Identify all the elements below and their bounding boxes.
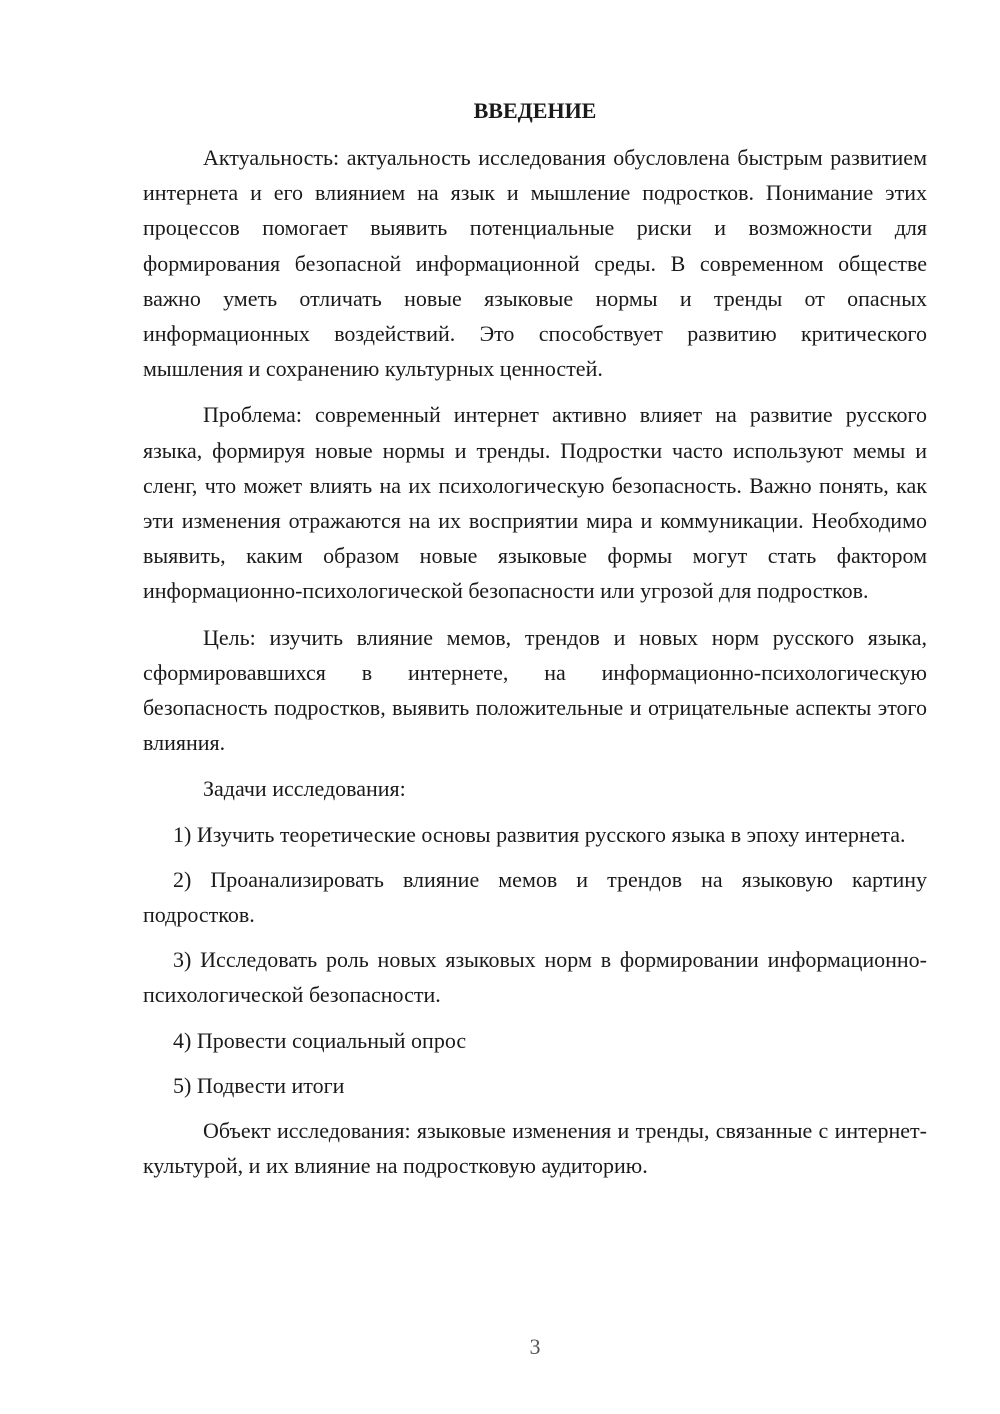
section-title: ВВЕДЕНИЕ xyxy=(473,98,597,123)
page-number: 3 xyxy=(529,1334,541,1359)
paragraph-problem: Проблема: современный интернет активно влияет на развитие русского языка, формируя новые нормы и тренды. Подростки часто используют мемы и сленг, что может влиять на их психологическую безопасность. Важно понять, как эти изменения отражаются на их восприятии мира и коммуникации. Необходимо выявить, каким образом новые языковые формы могут стать фактором информационно-психологической безопасности или угрозой для подростков. xyxy=(143,402,927,604)
task-item-3: 3) Исследовать роль новых языковых норм в формировании информационно-психологической безопасности. xyxy=(143,947,927,1008)
paragraph-object: Объект исследования: языковые изменения и тренды, связанные с интернет-культурой, и их влияние на подростковую аудиторию. xyxy=(143,1118,927,1179)
paragraph-relevance: Актуальность: актуальность исследования обусловлена быстрым развитием интернета и его влиянием на язык и мышление подростков. Понимание этих процессов помогает выявить потенциальные риски и возможности для формирования безопасной информационной среды. В современном обществе важно уметь отличать новые языковые нормы и тренды от опасных информационных воздействий. Это способствует развитию критического мышления и сохранению культурных ценностей. xyxy=(143,145,927,382)
task-item-5: 5) Подвести итоги xyxy=(173,1072,345,1098)
task-item-4: 4) Провести социальный опрос xyxy=(173,1027,467,1053)
paragraph-goal: Цель: изучить влияние мемов, трендов и новых норм русского языка, сформировавшихся в интернете, на информационно-психологическую безопасность подростков, выявить положительные и отрицательные аспекты этого влияния. xyxy=(143,624,927,756)
task-item-2: 2) Проанализировать влияние мемов и трендов на языковую картину подростков. xyxy=(143,866,927,928)
tasks-heading: Задачи исследования: xyxy=(203,776,406,802)
document-page xyxy=(143,95,927,1183)
task-item-1: 1) Изучить теоретические основы развития русского языка в эпоху интернета. xyxy=(173,821,906,847)
